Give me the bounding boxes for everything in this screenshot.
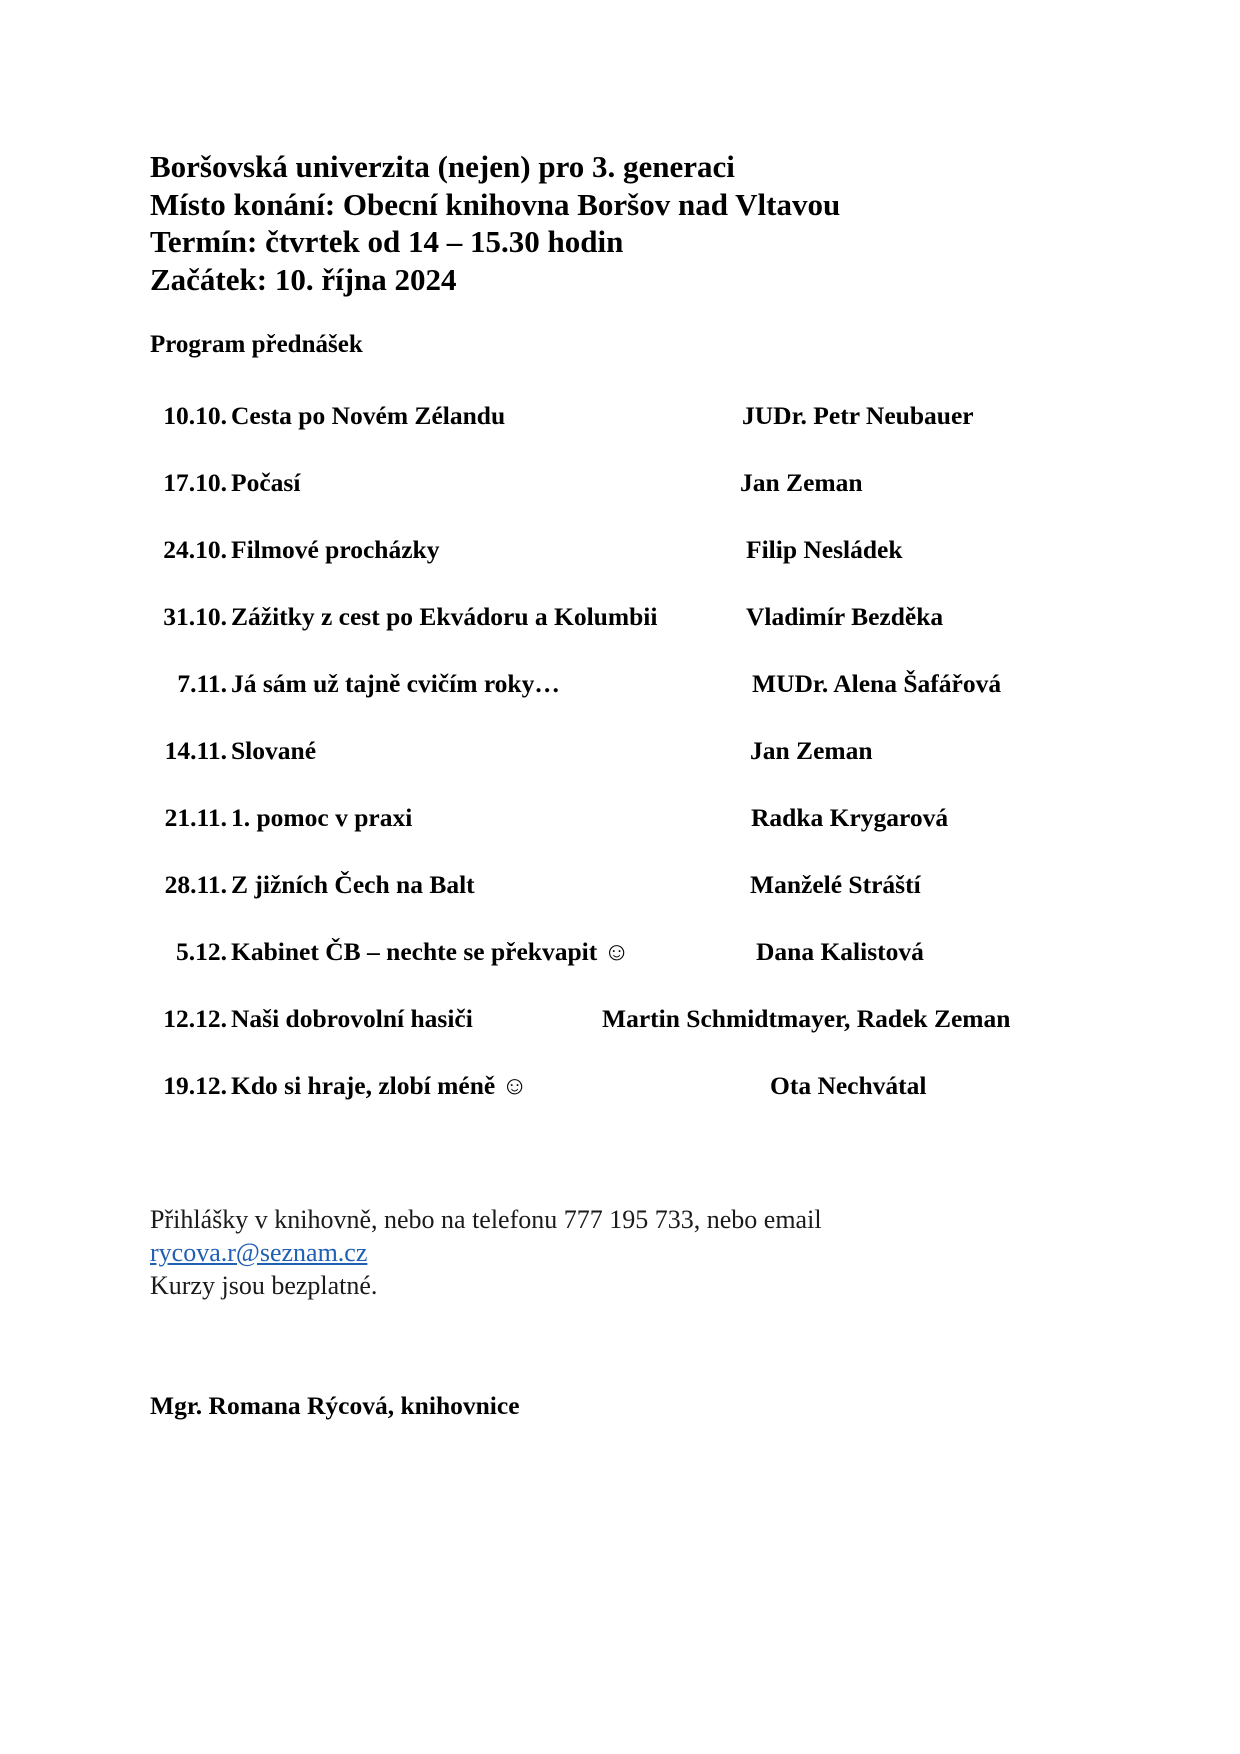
contact-info xyxy=(150,1203,822,1302)
lecture-date: 19.12. xyxy=(163,1071,227,1100)
heading-start-date: Začátek: 10. října 2024 xyxy=(150,261,457,297)
lecture-speaker: Jan Zeman xyxy=(750,736,873,765)
lecture-row xyxy=(0,1070,1240,1102)
lecture-speaker: Martin Schmidtmayer, Radek Zeman xyxy=(602,1004,1011,1033)
lecture-date: 5.12. xyxy=(176,937,227,966)
lecture-date: 31.10. xyxy=(163,602,227,631)
lecture-topic: Kdo si hraje, zlobí méně ☺ xyxy=(231,1071,528,1100)
lecture-topic: Kabinet ČB – nechte se překvapit ☺ xyxy=(231,937,630,966)
heading-title: Boršovská univerzita (nejen) pro 3. generaci xyxy=(150,149,735,184)
lecture-date: 14.11. xyxy=(164,736,227,765)
lecture-row xyxy=(0,936,1240,968)
lecture-topic: Cesta po Novém Zélandu xyxy=(231,401,506,430)
lecture-topic: Z jižních Čech na Balt xyxy=(231,870,475,899)
lecture-row xyxy=(0,467,1240,499)
lecture-row xyxy=(0,400,1240,432)
lecture-row xyxy=(0,534,1240,566)
lecture-speaker: Manželé Stráští xyxy=(750,870,921,899)
document-heading xyxy=(150,148,840,298)
heading-venue: Místo konání: Obecní knihovna Boršov nad Vltavou xyxy=(150,186,841,222)
lecture-speaker: Vladimír Bezděka xyxy=(746,602,944,631)
lecture-date: 24.10. xyxy=(163,535,227,564)
lecture-date: 12.12. xyxy=(163,1004,227,1033)
lecture-date: 17.10. xyxy=(163,468,227,497)
lecture-date: 7.11. xyxy=(177,669,227,698)
lecture-topic: 1. pomoc v praxi xyxy=(231,803,413,832)
heading-schedule: Termín: čtvrtek od 14 – 15.30 hodin xyxy=(150,224,624,259)
lecture-row xyxy=(0,1003,1240,1035)
signature: Mgr. Romana Rýcová, knihovnice xyxy=(150,1391,520,1420)
free-courses-note: Kurzy jsou bezplatné. xyxy=(150,1271,378,1300)
program-title: Program přednášek xyxy=(150,331,363,358)
lecture-row xyxy=(0,601,1240,633)
lecture-topic: Naši dobrovolní hasiči xyxy=(231,1004,473,1033)
lecture-topic: Počasí xyxy=(231,468,301,497)
lecture-speaker: JUDr. Petr Neubauer xyxy=(742,401,974,430)
lecture-topic: Zážitky z cest po Ekvádoru a Kolumbii xyxy=(231,602,658,631)
lecture-row xyxy=(0,735,1240,767)
lecture-date: 21.11. xyxy=(164,803,227,832)
lecture-topic: Slované xyxy=(231,736,317,765)
lecture-speaker: Filip Nesládek xyxy=(746,535,903,564)
lecture-date: 10.10. xyxy=(163,401,227,430)
lecture-speaker: Ota Nechvátal xyxy=(770,1071,927,1100)
registration-text: Přihlášky v knihovně, nebo na telefonu 777 195 733, nebo email xyxy=(150,1205,822,1234)
lecture-topic: Filmové procházky xyxy=(231,535,440,564)
lecture-topic: Já sám už tajně cvičím roky… xyxy=(231,669,560,698)
lecture-speaker: MUDr. Alena Šafářová xyxy=(752,669,1002,698)
lecture-date: 28.11. xyxy=(164,870,227,899)
lecture-speaker: Jan Zeman xyxy=(740,468,863,497)
lecture-row xyxy=(0,802,1240,834)
lecture-row xyxy=(0,668,1240,700)
email-link[interactable]: rycova.r@seznam.cz xyxy=(150,1238,368,1267)
lecture-speaker: Radka Krygarová xyxy=(751,803,949,832)
lecture-speaker: Dana Kalistová xyxy=(756,937,924,966)
lecture-row xyxy=(0,869,1240,901)
